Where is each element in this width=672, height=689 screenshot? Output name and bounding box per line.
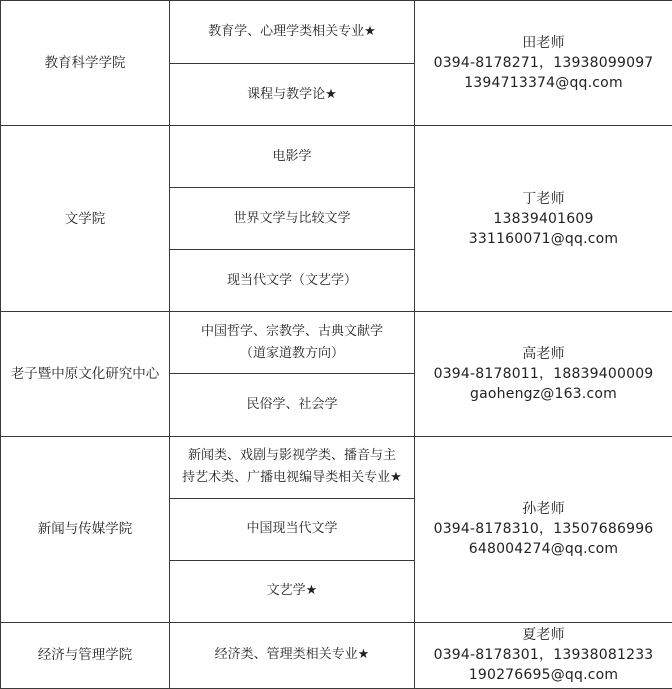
- contact-cell: [415, 312, 672, 436]
- college-name: 教育科学学院: [44, 55, 126, 72]
- table-row: [1, 436, 672, 498]
- college-cell: [1, 622, 170, 688]
- major-text: 持艺术类、广播电视编导类相关专业★: [182, 470, 402, 486]
- major-text: 新闻类、戏剧与影视学类、播音与主: [187, 448, 396, 464]
- table-row: [1, 126, 672, 188]
- college-cell: [1, 312, 170, 436]
- major-cell: [170, 64, 415, 126]
- major-cell: [170, 188, 415, 250]
- major-cell: [170, 1, 415, 64]
- major-text: （道家道教方向）: [239, 345, 344, 361]
- college-name: 文学院: [64, 210, 106, 227]
- contact-cell: [415, 126, 672, 312]
- major-text: 课程与教学论★: [247, 86, 337, 102]
- major-cell: [170, 312, 415, 374]
- contact-name: 孙老师: [522, 501, 565, 518]
- college-name: 老子暨中原文化研究中心: [10, 365, 160, 382]
- major-text: 中国哲学、宗教学、古典文献学: [200, 323, 383, 339]
- major-cell: [170, 560, 415, 622]
- contact-name: 田老师: [522, 35, 565, 52]
- contact-phone: 13839401609: [493, 210, 594, 227]
- college-cell: [1, 126, 170, 312]
- major-text: 中国现当代文学: [246, 521, 338, 537]
- contact-phone: 0394-8178011，18839400009: [433, 365, 654, 382]
- contact-email: 331160071@qq.com: [468, 230, 619, 247]
- contact-cell: [415, 622, 672, 688]
- table-row: [1, 1, 672, 64]
- major-cell: [170, 498, 415, 560]
- major-cell: [170, 126, 415, 188]
- contact-email: gaohengz@163.com: [470, 385, 617, 402]
- major-text: 世界文学与比较文学: [233, 210, 351, 226]
- table-row: [1, 622, 672, 688]
- major-text: 文艺学★: [266, 583, 318, 599]
- major-text: 现当代文学（文艺学）: [226, 272, 357, 288]
- contact-cell: [415, 436, 672, 622]
- contact-email: 648004274@qq.com: [468, 541, 619, 558]
- contact-name: 高老师: [522, 345, 565, 362]
- contact-phone: 0394-8178271，13938099097: [433, 55, 654, 72]
- contact-cell: [415, 1, 672, 126]
- major-cell: [170, 436, 415, 498]
- college-cell: [1, 436, 170, 622]
- major-cell: [170, 622, 415, 688]
- major-text: 电影学: [272, 148, 312, 164]
- major-cell: [170, 374, 415, 436]
- college-name: 新闻与传媒学院: [37, 521, 133, 538]
- contact-name: 丁老师: [522, 190, 565, 207]
- contact-email: 190276695@qq.com: [468, 667, 619, 684]
- major-text: 教育学、心理学类相关专业★: [208, 24, 376, 40]
- major-text: 经济类、管理类相关专业★: [214, 647, 370, 663]
- contact-phone: 0394-8178301，13938081233: [433, 647, 654, 664]
- contact-phone: 0394-8178310，13507686996: [433, 521, 654, 538]
- table-row: [1, 312, 672, 374]
- major-text: 民俗学、社会学: [246, 397, 338, 412]
- major-cell: [170, 250, 415, 312]
- contact-email: 1394713374@qq.com: [464, 75, 623, 92]
- college-name: 经济与管理学院: [37, 647, 133, 664]
- contact-name: 夏老师: [522, 627, 565, 644]
- college-cell: [1, 1, 170, 126]
